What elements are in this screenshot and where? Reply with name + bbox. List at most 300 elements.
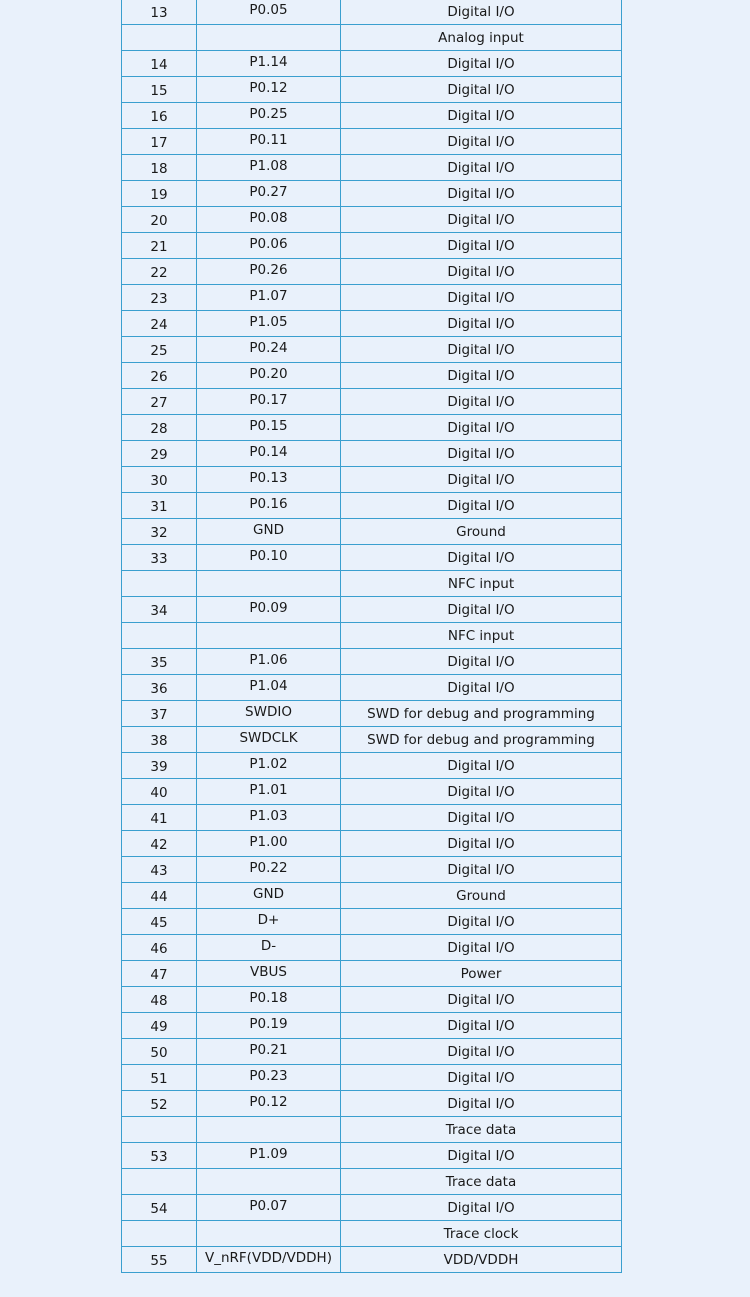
pin-number-cell [122,1117,197,1143]
pin-function-text: VDD/VDDH [443,1252,519,1268]
pin-name-cell [197,389,341,415]
pin-name-text: P0.12 [249,80,288,96]
table-row [122,389,622,415]
pin-name-text: D+ [257,912,280,928]
table-row [122,181,622,207]
pin-number-text: 41 [150,811,168,827]
pin-function-text: Digital I/O [447,134,515,150]
pin-number-cell [122,727,197,753]
pin-number-cell [122,441,197,467]
pin-number-cell [122,181,197,207]
table-row [122,987,622,1013]
pin-function-text: Digital I/O [447,784,515,800]
pin-number-text: 33 [150,551,168,567]
pin-function-cell [341,233,622,259]
pin-function-cell [341,987,622,1013]
table-row [122,129,622,155]
pin-function-text: NFC input [447,628,515,644]
pin-function-cell [341,571,622,597]
table-row [122,805,622,831]
pin-number-cell [122,233,197,259]
pin-name-text: P1.01 [249,782,288,798]
pin-function-cell [341,727,622,753]
table-row [122,649,622,675]
pin-name-cell [197,129,341,155]
table-row [122,753,622,779]
table-row [122,1221,622,1247]
pin-name-cell [197,77,341,103]
pin-number-cell [122,1013,197,1039]
pin-name-cell [197,1013,341,1039]
table-row [122,1247,622,1273]
pin-name-cell [197,623,341,649]
pin-number-cell [122,1247,197,1273]
pin-function-cell [341,1013,622,1039]
pin-name-text: P0.19 [249,1016,288,1032]
pin-name-cell [197,1065,341,1091]
pin-function-text: Digital I/O [447,1096,515,1112]
table-row [122,1195,622,1221]
table-row [122,25,622,51]
pin-function-cell [341,1169,622,1195]
pin-function-cell [341,1143,622,1169]
pin-name-text: P1.09 [249,1146,288,1162]
pin-name-text: P1.06 [249,652,288,668]
pin-name-cell [197,259,341,285]
pin-name-cell [197,779,341,805]
pin-function-text: SWD for debug and programming [367,706,595,722]
pin-number-text: 18 [150,161,168,177]
pin-function-text: Digital I/O [447,940,515,956]
pin-number-text: 34 [150,603,168,619]
pin-name-text: P0.17 [249,392,288,408]
pin-name-cell [197,1247,341,1273]
pin-name-text: P0.13 [249,470,288,486]
pin-number-text: 47 [150,967,168,983]
pin-name-cell [197,545,341,571]
pin-number-text: 44 [150,889,168,905]
pin-number-text: 32 [150,525,168,541]
pin-name-cell [197,1091,341,1117]
pin-function-cell [341,1039,622,1065]
table-row [122,467,622,493]
pin-function-cell [341,363,622,389]
table-row [122,519,622,545]
pin-function-text: Digital I/O [447,550,515,566]
pin-number-text: 45 [150,915,168,931]
pin-definition-table [121,0,622,1273]
pin-function-text: Digital I/O [447,290,515,306]
pin-function-cell [341,389,622,415]
pin-function-cell [341,207,622,233]
table-row [122,1039,622,1065]
pin-function-cell [341,545,622,571]
pin-function-text: Digital I/O [447,4,515,20]
pin-function-text: Digital I/O [447,212,515,228]
pin-number-text: 13 [150,5,168,21]
table-row [122,961,622,987]
pin-number-cell [122,1221,197,1247]
pin-number-text: 50 [150,1045,168,1061]
pin-function-text: Ground [456,524,506,540]
pin-function-text: Digital I/O [447,82,515,98]
pin-name-cell [197,207,341,233]
pin-number-cell [122,961,197,987]
pin-name-text: P0.08 [249,210,288,226]
table-row [122,935,622,961]
pin-function-text: Digital I/O [447,758,515,774]
pin-number-cell [122,155,197,181]
pin-number-cell [122,675,197,701]
pin-number-cell [122,467,197,493]
pin-name-cell [197,727,341,753]
table-row [122,363,622,389]
pin-name-cell [197,467,341,493]
pin-function-text: Digital I/O [447,160,515,176]
pin-name-cell [197,311,341,337]
pin-number-text: 24 [150,317,168,333]
pin-name-text: P0.15 [249,418,288,434]
pin-number-cell [122,805,197,831]
pin-number-text: 26 [150,369,168,385]
table-row [122,857,622,883]
table-row [122,545,622,571]
pin-name-text: GND [253,886,284,902]
pin-name-cell [197,285,341,311]
pin-name-text: P0.09 [249,600,288,616]
pin-number-text: 23 [150,291,168,307]
pin-number-text: 38 [150,733,168,749]
pin-function-cell [341,597,622,623]
pin-name-text: P0.27 [249,184,288,200]
pin-name-cell [197,155,341,181]
pin-number-text: 49 [150,1019,168,1035]
pin-function-cell [341,519,622,545]
pin-number-text: 31 [150,499,168,515]
table-row [122,493,622,519]
pin-number-text: 53 [150,1149,168,1165]
pin-number-text: 19 [150,187,168,203]
pin-number-cell [122,1195,197,1221]
pin-name-text: P0.12 [249,1094,288,1110]
pin-function-cell [341,51,622,77]
pin-number-cell [122,701,197,727]
table-row [122,675,622,701]
pin-name-cell [197,701,341,727]
pin-number-text: 37 [150,707,168,723]
pin-number-cell [122,77,197,103]
pin-name-cell [197,753,341,779]
table-row [122,259,622,285]
pin-name-cell [197,857,341,883]
pin-function-text: Digital I/O [447,56,515,72]
pin-function-text: Digital I/O [447,446,515,462]
table-row [122,1065,622,1091]
pin-number-cell [122,1169,197,1195]
pin-number-cell [122,337,197,363]
pin-function-text: Digital I/O [447,602,515,618]
pin-number-text: 43 [150,863,168,879]
table-row [122,701,622,727]
table-row [122,77,622,103]
pin-name-text: V_nRF(VDD/VDDH) [205,1250,332,1266]
pin-number-text: 22 [150,265,168,281]
pin-number-cell [122,415,197,441]
pin-number-text: 48 [150,993,168,1009]
pin-function-cell [341,883,622,909]
pin-number-text: 42 [150,837,168,853]
table-row [122,909,622,935]
pin-function-text: SWD for debug and programming [367,732,595,748]
table-row [122,415,622,441]
pin-number-cell [122,103,197,129]
pin-number-text: 30 [150,473,168,489]
pin-number-cell [122,857,197,883]
pin-number-text: 35 [150,655,168,671]
pin-name-cell [197,961,341,987]
pin-function-cell [341,129,622,155]
pin-name-text: P0.23 [249,1068,288,1084]
pin-name-cell [197,1143,341,1169]
pin-name-text: P0.07 [249,1198,288,1214]
pin-function-cell [341,1195,622,1221]
pin-name-cell [197,1195,341,1221]
table-row [122,779,622,805]
pin-number-text: 46 [150,941,168,957]
pin-number-cell [122,493,197,519]
pin-name-text: P0.11 [249,132,288,148]
table-row [122,0,622,25]
table-row [122,571,622,597]
pin-function-cell [341,1247,622,1273]
pin-number-cell [122,987,197,1013]
pin-number-cell [122,831,197,857]
pin-number-cell [122,1143,197,1169]
pin-number-cell [122,909,197,935]
pin-function-text: Digital I/O [447,1018,515,1034]
pin-function-cell [341,1221,622,1247]
pin-number-cell [122,129,197,155]
pin-number-cell [122,1091,197,1117]
pin-function-text: Analog input [438,30,524,46]
pin-name-text: P1.04 [249,678,288,694]
pin-name-text: VBUS [250,964,287,980]
pin-number-cell [122,545,197,571]
pin-name-cell [197,1221,341,1247]
pin-function-text: Digital I/O [447,316,515,332]
pin-function-cell [341,467,622,493]
pin-function-text: Digital I/O [447,992,515,1008]
pin-function-cell [341,25,622,51]
pin-number-cell [122,51,197,77]
pin-number-cell [122,0,197,25]
pin-function-cell [341,337,622,363]
table-row [122,285,622,311]
pin-function-cell [341,415,622,441]
pin-number-cell [122,753,197,779]
table-row [122,155,622,181]
pin-number-text: 27 [150,395,168,411]
pin-number-text: 36 [150,681,168,697]
pin-function-cell [341,285,622,311]
table-row [122,1117,622,1143]
pin-number-cell [122,1039,197,1065]
pin-number-text: 40 [150,785,168,801]
table-row [122,1091,622,1117]
pin-number-cell [122,25,197,51]
table-row [122,103,622,129]
pin-function-text: Digital I/O [447,186,515,202]
pin-number-text: 29 [150,447,168,463]
pin-function-text: Digital I/O [447,264,515,280]
pin-function-text: Ground [456,888,506,904]
table-row [122,311,622,337]
pin-function-text: Digital I/O [447,836,515,852]
pin-function-cell [341,311,622,337]
pin-function-cell [341,961,622,987]
pin-function-cell [341,935,622,961]
pin-name-cell [197,675,341,701]
pin-name-text: P0.26 [249,262,288,278]
pin-name-cell [197,909,341,935]
pin-function-cell [341,649,622,675]
pin-name-text: P1.03 [249,808,288,824]
pin-name-text: P0.14 [249,444,288,460]
pin-function-text: Trace data [445,1122,517,1138]
pin-function-text: Digital I/O [447,108,515,124]
pin-function-cell [341,623,622,649]
pin-name-cell [197,25,341,51]
pin-name-cell [197,1117,341,1143]
pin-function-text: Digital I/O [447,1200,515,1216]
pin-number-cell [122,649,197,675]
pin-function-cell [341,77,622,103]
pin-function-cell [341,857,622,883]
pin-number-text: 54 [150,1201,168,1217]
pin-function-text: Trace clock [443,1226,519,1242]
pin-name-text: P1.07 [249,288,288,304]
pin-name-text: P1.02 [249,756,288,772]
pin-number-text: 14 [150,57,168,73]
pin-number-cell [122,935,197,961]
pin-function-text: Digital I/O [447,810,515,826]
pin-function-text: Power [460,966,502,982]
pin-name-text: P1.08 [249,158,288,174]
table-row [122,597,622,623]
pin-number-cell [122,363,197,389]
pin-number-text: 15 [150,83,168,99]
table-row [122,727,622,753]
pin-number-text: 28 [150,421,168,437]
table-row [122,233,622,259]
pin-number-text: 51 [150,1071,168,1087]
pin-function-cell [341,701,622,727]
pin-name-text: P1.00 [249,834,288,850]
pin-name-cell [197,415,341,441]
pin-function-cell [341,155,622,181]
pin-number-cell [122,1065,197,1091]
pin-function-cell [341,831,622,857]
pin-number-cell [122,207,197,233]
pin-function-cell [341,779,622,805]
pin-number-cell [122,285,197,311]
pin-function-text: Digital I/O [447,420,515,436]
pin-function-cell [341,1117,622,1143]
pin-function-text: Digital I/O [447,238,515,254]
pin-number-cell [122,883,197,909]
pin-name-cell [197,649,341,675]
pin-name-cell [197,233,341,259]
pin-name-cell [197,1039,341,1065]
table-row [122,883,622,909]
pin-number-cell [122,571,197,597]
pin-function-cell [341,675,622,701]
pin-number-cell [122,597,197,623]
pin-name-cell [197,0,341,25]
pin-name-text: GND [253,522,284,538]
pin-function-text: Digital I/O [447,914,515,930]
pin-function-text: Digital I/O [447,472,515,488]
pin-number-cell [122,519,197,545]
pin-function-text: Digital I/O [447,342,515,358]
pin-number-text: 16 [150,109,168,125]
pin-name-cell [197,935,341,961]
pin-name-text: P1.05 [249,314,288,330]
pin-name-text: P0.16 [249,496,288,512]
pin-number-text: 17 [150,135,168,151]
pin-number-text: 21 [150,239,168,255]
pin-name-text: SWDIO [245,704,292,720]
pin-name-cell [197,493,341,519]
pin-name-cell [197,51,341,77]
pin-function-cell [341,259,622,285]
pin-number-cell [122,259,197,285]
pin-function-text: Digital I/O [447,680,515,696]
pin-function-text: Digital I/O [447,368,515,384]
pin-function-text: Digital I/O [447,1148,515,1164]
pin-function-text: Digital I/O [447,654,515,670]
pin-name-text: P0.25 [249,106,288,122]
pin-number-text: 20 [150,213,168,229]
pin-number-cell [122,779,197,805]
pin-name-text: P0.18 [249,990,288,1006]
table-row [122,441,622,467]
pin-function-text: Digital I/O [447,1070,515,1086]
pin-function-cell [341,441,622,467]
pin-function-cell [341,1065,622,1091]
table-row [122,1143,622,1169]
pin-name-cell [197,181,341,207]
pin-table-body [122,0,622,1273]
pin-name-cell [197,597,341,623]
pin-number-text: 52 [150,1097,168,1113]
pin-name-text: D- [260,938,277,954]
table-row [122,623,622,649]
pin-function-cell [341,181,622,207]
pin-number-text: 39 [150,759,168,775]
pin-number-text: 55 [150,1253,168,1269]
pin-name-cell [197,571,341,597]
pin-name-text: P0.05 [249,2,288,18]
pin-function-cell [341,0,622,25]
pin-function-text: Digital I/O [447,1044,515,1060]
pin-name-text: P0.06 [249,236,288,252]
pin-name-text: P0.22 [249,860,288,876]
table-row [122,1169,622,1195]
pin-function-cell [341,805,622,831]
pin-function-text: Digital I/O [447,862,515,878]
pin-name-cell [197,883,341,909]
